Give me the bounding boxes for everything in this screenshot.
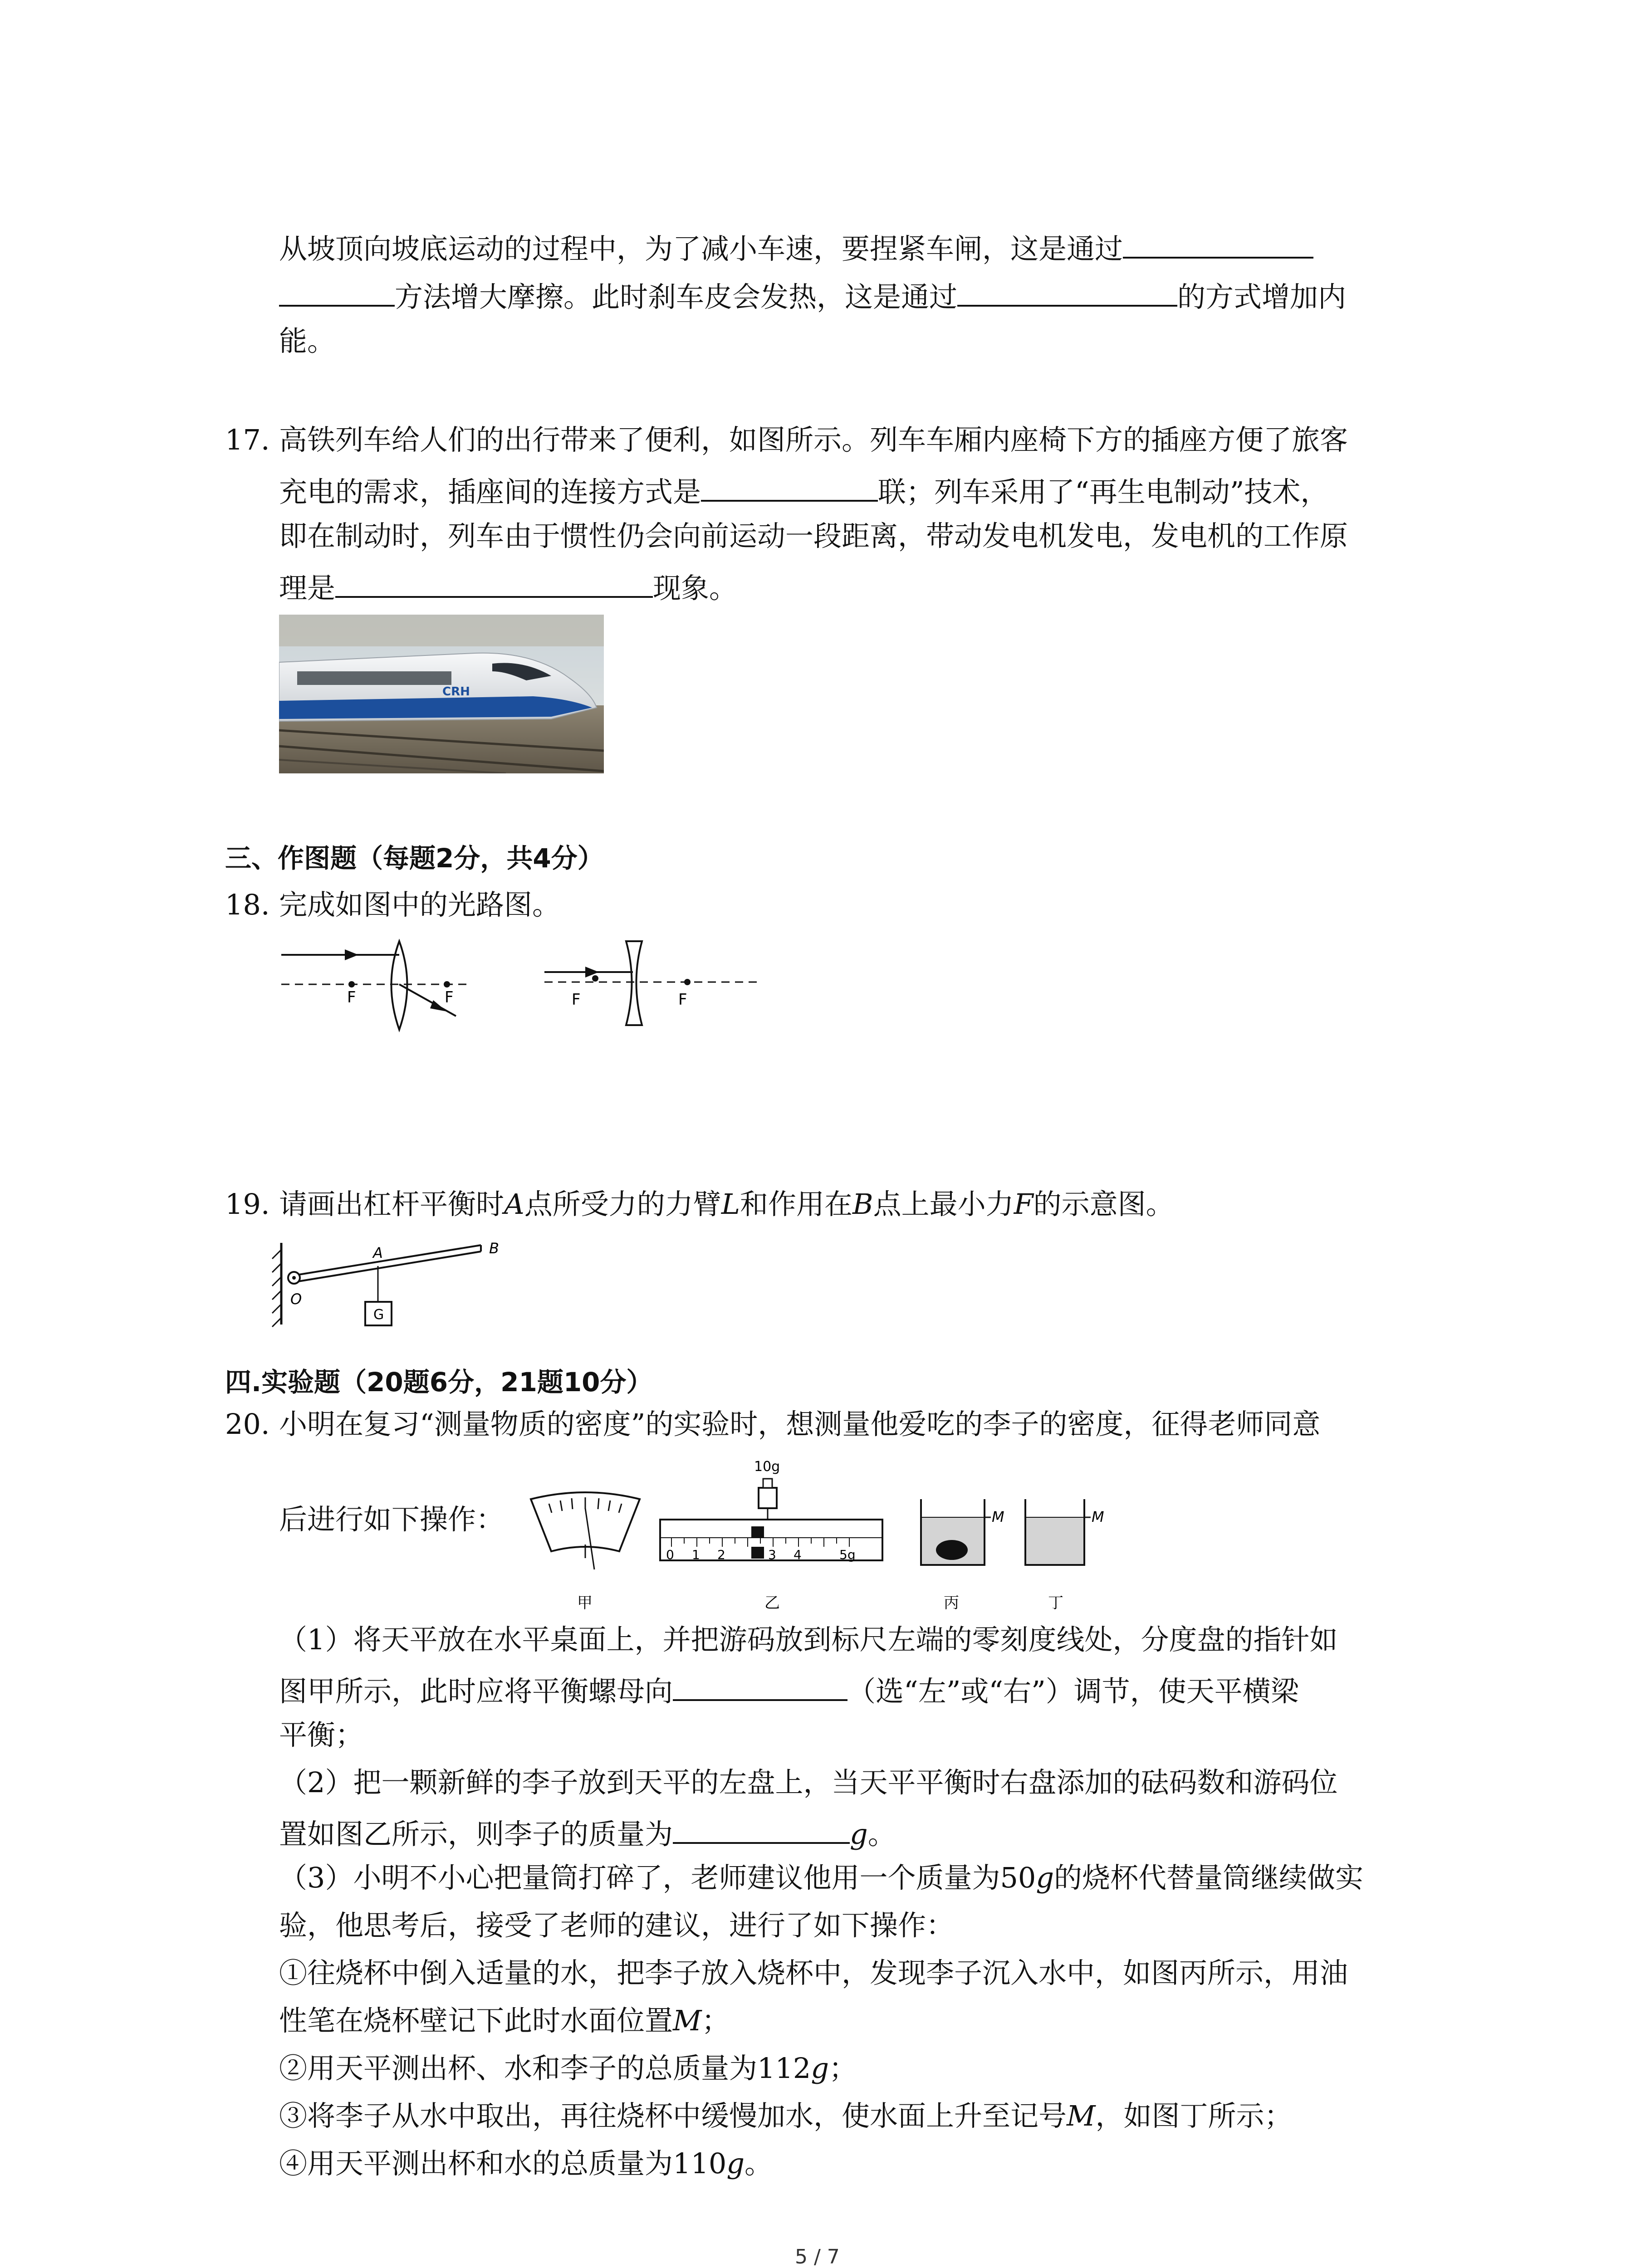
ruler-tick-2: 2 — [717, 1547, 725, 1562]
q20-step-1-line-2: 性笔在烧杯壁记下此时水面位置M； — [279, 2004, 730, 2037]
label-a: A — [373, 1244, 383, 1261]
weight-10g-label: 10g — [754, 1459, 780, 1475]
train-illustration — [279, 615, 604, 773]
beaker-c-label-m: M — [992, 1508, 1004, 1525]
q20-p3-line-2: 验，他思考后，接受了老师的建议，进行了如下操作： — [279, 1909, 955, 1942]
q20-step-3: ③将李子从水中取出，再往烧杯中缓慢加水，使水面上升至记号M，如图丁所示； — [279, 2099, 1293, 2132]
caption-jia: 甲 — [577, 1594, 593, 1612]
beaker-d-label-m: M — [1092, 1508, 1104, 1525]
ruler-tick-3: 3 — [768, 1547, 776, 1562]
weight-10g-icon — [759, 1488, 777, 1508]
dial-figure — [531, 1492, 640, 1569]
q17-line-2: 充电的需求，插座间的连接方式是 联；列车采用了“再生电制动”技术， — [279, 470, 1328, 510]
train-logo: CRH — [442, 685, 470, 699]
q17-blank-1[interactable] — [701, 470, 878, 502]
concave-focus-left — [592, 975, 598, 982]
balance-figures — [522, 1449, 1121, 1619]
lever-bar-top — [290, 1245, 481, 1276]
q20-p3-line-1: （3）小明不小心把量筒打碎了，老师建议他用一个质量为50g的烧杯代替量筒继续做实 — [279, 1861, 1364, 1894]
q19-number: 19. — [225, 1188, 270, 1221]
q20-p2-line-1: （2）把一颗新鲜的李子放到天平的左盘上，当天平平衡时右盘添加的砝码数和游码位 — [279, 1766, 1338, 1799]
ruler-tick-5g: 5g — [839, 1547, 856, 1562]
label-g: G — [373, 1307, 384, 1323]
page-number: 5 / 7 — [795, 2245, 840, 2268]
q16-blank-2[interactable] — [957, 275, 1177, 307]
train-photo — [279, 615, 604, 773]
ruler-tick-1: 1 — [692, 1547, 700, 1562]
q17-number: 17. — [225, 423, 270, 456]
q16-blank-1[interactable] — [1123, 227, 1313, 259]
label-o: O — [290, 1290, 302, 1308]
beaker-water — [1025, 1499, 1091, 1565]
q20-step-2: ②用天平测出杯、水和李子的总质量为112g； — [279, 2052, 857, 2085]
q20-p2-line-2: 置如图乙所示，则李子的质量为 g。 — [279, 1812, 896, 1853]
q20-p1-line-2: 图甲所示，此时应将平衡螺母向 （选“左”或“右”）调节，使天平横梁 — [279, 1669, 1299, 1710]
concave-label-f-right: F — [678, 991, 687, 1009]
convex-label-f-right: F — [445, 988, 454, 1007]
q20-line-2: 后进行如下操作： — [279, 1503, 505, 1536]
q18-text: 完成如图中的光路图。 — [279, 888, 561, 921]
caption-ding: 丁 — [1048, 1594, 1063, 1612]
plum-icon — [936, 1540, 968, 1560]
q17-blank-2[interactable] — [335, 566, 653, 598]
ruler-tick-0: 0 — [666, 1547, 674, 1562]
convex-label-f-left: F — [347, 988, 356, 1007]
beaker-with-plum — [921, 1499, 991, 1565]
q20-step-1-line-1: ①往烧杯中倒入适量的水，把李子放入烧杯中，发现李子沉入水中，如图丙所示，用油 — [279, 1956, 1348, 1989]
q16-blank-1-cont[interactable] — [279, 275, 395, 307]
wall-hatching — [272, 1250, 281, 1327]
q16-line-1: 从坡顶向坡底运动的过程中，为了减小车速，要捏紧车闸，这是通过 — [279, 227, 1313, 267]
q17-line-3: 即在制动时，列车由于惯性仍会向前运动一段距离，带动发电机发电，发电机的工作原 — [279, 519, 1348, 552]
rider-bottom-icon — [751, 1547, 764, 1559]
convex-ray-arrow-icon — [345, 949, 358, 960]
q20-p1-line-3: 平衡； — [279, 1718, 364, 1751]
q20-blank-2[interactable] — [673, 1812, 850, 1844]
lens-diagram-svg — [272, 937, 771, 1036]
section-4-heading: 四.实验题（20题6分，21题10分） — [225, 1367, 653, 1398]
q17-line-1: 高铁列车给人们的出行带来了便利，如图所示。列车车厢内座椅下方的插座方便了旅客 — [279, 423, 1348, 456]
q20-blank-1[interactable] — [673, 1669, 847, 1701]
q20-p1-line-1: （1）将天平放在水平桌面上，并把游码放到标尺左端的零刻度线处，分度盘的指针如 — [279, 1623, 1338, 1656]
lever-bar-bottom — [293, 1251, 481, 1282]
lever-diagram-svg — [268, 1227, 522, 1331]
lever-diagram — [268, 1227, 522, 1333]
q17-line-4: 理是 现象。 — [279, 566, 737, 606]
q20-number: 20. — [225, 1408, 270, 1441]
lens-diagrams — [272, 937, 771, 1038]
q16-line-3: 能。 — [279, 324, 336, 357]
convex-focus-left — [348, 981, 355, 987]
caption-bing: 丙 — [944, 1594, 959, 1612]
ruler-tick-4: 4 — [794, 1547, 802, 1562]
concave-lens-icon — [626, 941, 642, 1025]
caption-yi: 乙 — [764, 1594, 780, 1612]
concave-label-f-left: F — [572, 991, 581, 1009]
q18-number: 18. — [225, 888, 270, 921]
q20-step-4: ④用天平测出杯和水的总质量为110g。 — [279, 2147, 773, 2180]
balance-figures-svg — [522, 1449, 1121, 1617]
convex-focus-right — [444, 981, 450, 987]
label-b: B — [489, 1240, 499, 1257]
section-3-heading: 三、作图题（每题2分，共4分） — [225, 843, 604, 874]
q20-line-1: 小明在复习“测量物质的密度”的实验时，想测量他爱吃的李子的密度，征得老师同意 — [279, 1408, 1321, 1441]
rider-top-icon — [751, 1526, 764, 1538]
q19-text: 请画出杠杆平衡时A点所受力的力臂L和作用在B点上最小力F的示意图。 — [279, 1188, 1174, 1221]
concave-focus-right — [684, 979, 691, 985]
q16-line-2: 方法增大摩擦。此时刹车皮会发热，这是通过 的方式增加内 — [279, 275, 1346, 315]
